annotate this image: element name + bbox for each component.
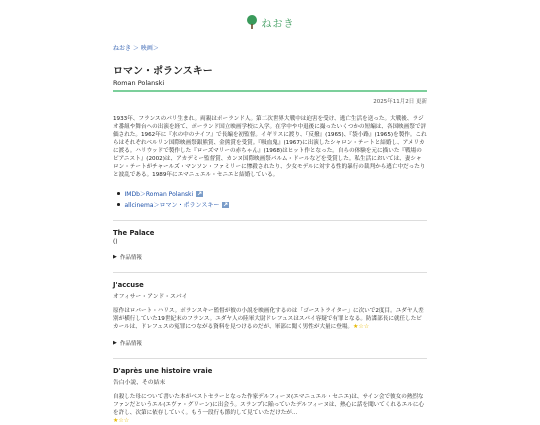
imdb-link[interactable]: IMDb＞Roman Polanski bbox=[124, 191, 194, 198]
breadcrumb-home[interactable]: ねおき bbox=[113, 45, 132, 52]
film-subtitle: オフィサー・アンド・スパイ bbox=[113, 294, 188, 300]
film-title: D'après une histoire vraie bbox=[113, 367, 213, 375]
bullet-icon bbox=[117, 192, 120, 195]
updated-date: 2025年11月2日 更新 bbox=[373, 99, 427, 105]
section-divider bbox=[113, 358, 427, 359]
external-link-icon bbox=[196, 191, 203, 197]
breadcrumb-movies[interactable]: 映画 bbox=[140, 45, 153, 52]
film-title: J'accuse bbox=[113, 281, 144, 289]
breadcrumb bbox=[113, 43, 427, 52]
rating-stars: ★☆☆ bbox=[113, 417, 130, 424]
disclosure-triangle-icon: ▶ bbox=[113, 340, 117, 346]
rating-stars: ★☆☆ bbox=[353, 323, 370, 330]
film-description bbox=[113, 393, 427, 425]
breadcrumb-sep: ＞ bbox=[152, 45, 159, 52]
film-subtitle: () bbox=[113, 239, 118, 245]
film-subtitle: 告白小説、その結末 bbox=[113, 380, 166, 386]
film-info-label: 作品情報 bbox=[119, 255, 142, 261]
link-item bbox=[117, 189, 427, 198]
section-divider bbox=[113, 272, 427, 273]
link-item bbox=[117, 200, 427, 209]
logo-text: ねおき bbox=[261, 18, 295, 30]
page-title: ロマン・ポランスキー bbox=[113, 66, 213, 77]
film-entry bbox=[113, 281, 427, 347]
film-entry bbox=[113, 229, 427, 261]
page-subtitle: Roman Polanski bbox=[113, 79, 165, 87]
breadcrumb-sep: ＞ bbox=[131, 45, 141, 52]
biography: 1933年、フランスのパリ生まれ。両親はポーランド人。第二次世界大戦中は迫害を受け、逃亡生活を送った。大戦後、ラジオ番組や舞台への出演を経て、ポーランド国立映画学校に入学。在学中や中退後に撮ったいくつかの短編は、各国映画祭で評価された。1962年に『水の中のナイフ』で長編を初監督。イギリスに渡り、『反撥』(1965)、『袋小路』(1965)を製作。これらはそれぞれベルリン国際映画祭銀熊賞、金熊賞を受賞。『吸血鬼』(1967)に出演したシャロン・テートと結婚し、アメリカに渡る。ハリウッドで製作した『ローズマリーの赤ちゃん』(1968)はヒット作となった。自らの体験を元に描いた『戦場のピアニスト』(2002)は、アカデミー監督賞、カンヌ国際映画祭パルム・ドールなどを受賞した。私生活においては、妻シャロン・テートがチャールズ・マンソン・ファミリーに惨殺されたり、少女モデルに対する性的暴行の裁判から逃亡中だったりと波乱である。1989年にエマニュエル・セニエと結婚している。 bbox=[113, 116, 427, 178]
film-entry bbox=[113, 367, 427, 425]
site-logo[interactable] bbox=[246, 15, 295, 30]
film-description-text: 原作はロバート・ハリス。ポランスキー監督が彼の小説を映画化するのは「ゴーストライター」に次いで2度目。ユダヤ人差別が横行していた19世紀末のフランス。ユダヤ人の陸軍大尉ドレフュスはスパイ容疑で有罪となる。防諜部長に就任したピカールは、ドレフュスの冤罪につながる資料を見つけるのだが、軍部に聞く男性が大量に登場。 bbox=[113, 308, 424, 330]
film-info-toggle[interactable] bbox=[113, 253, 427, 261]
film-info-label: 作品情報 bbox=[119, 341, 142, 347]
bullet-icon bbox=[117, 203, 120, 206]
main-content bbox=[113, 43, 427, 425]
site-header bbox=[0, 0, 540, 34]
film-info-toggle[interactable] bbox=[113, 339, 427, 347]
title-rule bbox=[113, 90, 427, 92]
section-divider bbox=[113, 220, 427, 221]
disclosure-triangle-icon: ▶ bbox=[113, 254, 117, 260]
external-links bbox=[117, 189, 427, 209]
allcinema-link[interactable]: allcinema＞ロマン・ポランスキー bbox=[124, 202, 220, 209]
film-description bbox=[113, 307, 427, 331]
external-link-icon bbox=[222, 202, 229, 208]
film-title: The Palace bbox=[113, 229, 155, 237]
film-description-text: 自殺した母について書いた本がベストセラーとなった作家デルフィーヌ(エマニュエル・セニエ)は、サイン会で彼女の熱烈なファンだというエル(エヴァ・グリーン)に出会う。スランプに陥っていたデルフィーヌは、熱心に話を聞いてくれるエルに心を許し、次第に依存していく。もう一段行も節約して見ていただけたが… bbox=[113, 394, 425, 416]
tree-logo-icon bbox=[246, 15, 258, 29]
